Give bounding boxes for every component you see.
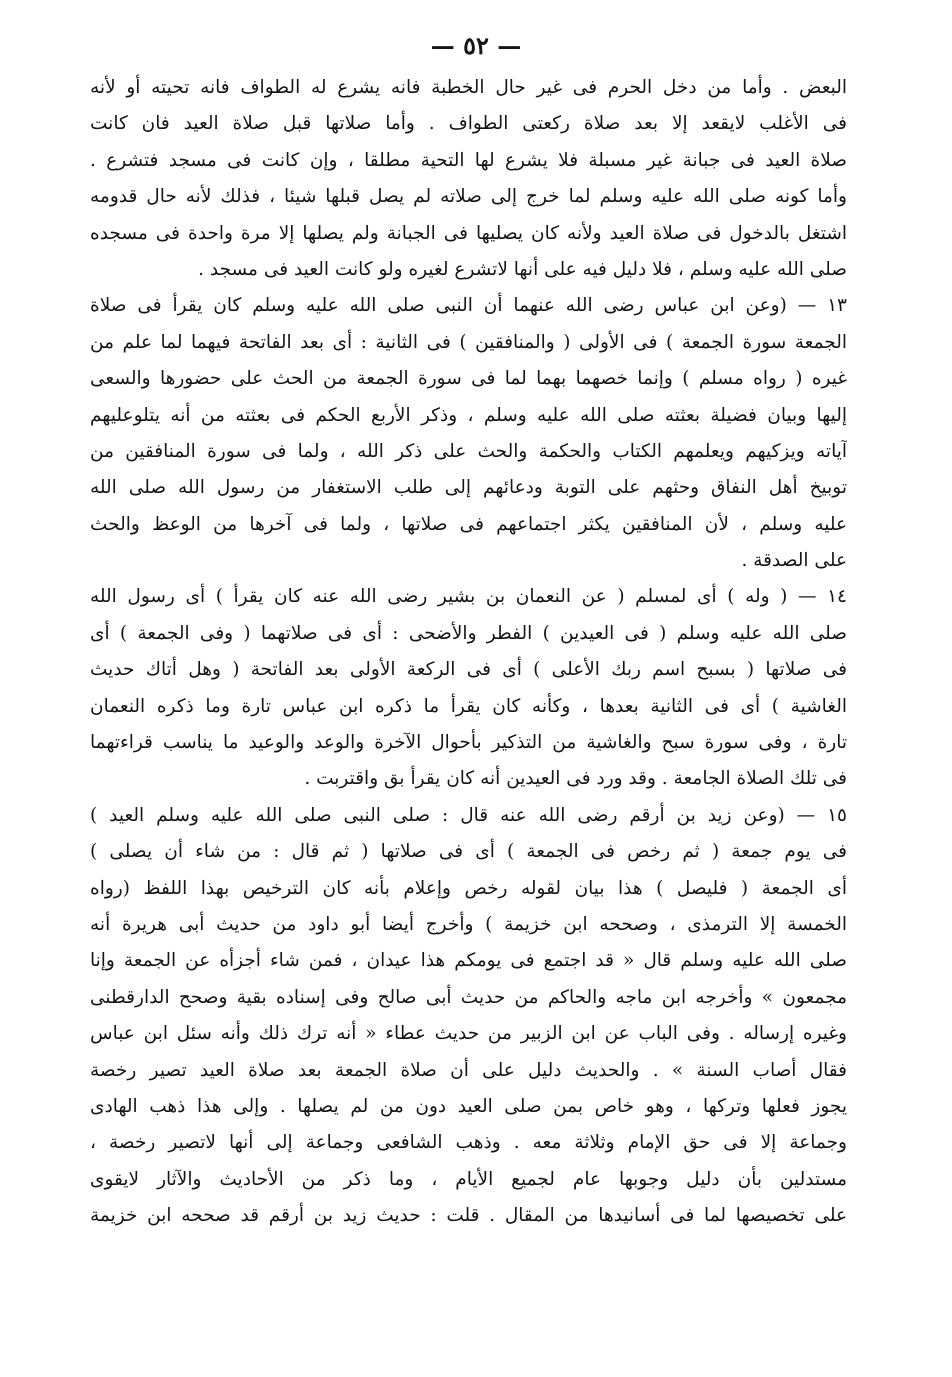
text-line: إليها وبيان فضيلة بعثته صلى الله عليه وسلم ، وذكر الأربع الحكم فى بعثته من أنه يتلوعليهم — [90, 404, 847, 426]
text-line: وأما كونه صلى الله عليه وسلم لما خرج إلى صلاته لم يصل قبلها شيئا ، فذلك لأنه حال قدومه — [90, 186, 847, 208]
text-line: صلى الله عليه وسلم ، فلا دليل فيه على أنها لاتشرع لغيره ولو كانت العيد فى مسجد . — [198, 258, 847, 280]
text-line: يجوز فعلها وتركها ، وهو خاص بمن صلى العيد دون من لم يصلها . وإلى هذا ذهب الهادى — [90, 1095, 847, 1117]
text-line: فى تلك الصلاة الجامعة . وقد ورد فى العيدين أنه كان يقرأ بق واقتربت . — [304, 768, 847, 790]
page-number: — ٥٢ — — [430, 31, 522, 60]
text-line: صلى الله عليه وسلم قال « قد اجتمع فى يومكم هذا عيدان ، فمن شاء أجزأه عن الجمعة وإنا — [90, 950, 847, 972]
text-line: آياته ويزكيهم ويعلمهم الكتاب والحكمة والحث على ذكر الله ، ولما فى سورة المنافقين من — [90, 440, 847, 462]
text-line: الغاشية ) أى فى الثانية بعدها ، وكأنه كان يقرأ ما ذكره ابن عباس تارة وما ذكره النعمان — [90, 695, 847, 717]
text-line: صلاة العيد فى جبانة غير مسبلة فلا يشرع لها التحية مطلقا ، وإن كانت فى مسجد فتشرع . — [90, 149, 847, 171]
text-line: ١٤ — ( وله ) أى لمسلم ( عن النعمان بن بشير رضى الله عنه كان يقرأ ) أى رسول الله — [90, 586, 847, 608]
text-line: الجمعة سورة الجمعة ) فى الأولى ( والمنافقين ) فى الثانية : أى بعد الفاتحة فيهما لما علم من — [90, 331, 847, 353]
text-line: الخمسة إلا الترمذى ، وصححه ابن خزيمة ) وأخرج أيضا أبو داود من حديث أبى هريرة أنه — [90, 913, 847, 935]
text-line: فى يوم جمعة ( ثم رخص فى الجمعة ) أى فى صلاتها ( ثم قال : من شاء أن يصلى ) — [90, 841, 847, 863]
text-line: مجمعون » وأخرجه ابن ماجه والحاكم من حديث أبى صالح وفى إسناده بقية وصحح الدارقطنى — [90, 986, 847, 1008]
text-line: صلى الله عليه وسلم ( فى العيدين ) الفطر والأضحى : أى فى صلاتهما ( وفى الجمعة ) أى — [90, 622, 847, 644]
text-line: فى صلاتها ( بسبح اسم ربك الأعلى ) أى فى الركعة الأولى بعد الفاتحة ( وهل أتاك حديث — [90, 659, 847, 681]
text-line: توبيخ أهل النفاق وحثهم على التوبة ودعائهم إلى طلب الاستغفار من رسول الله صلى الله — [90, 477, 847, 499]
text-line: فى الأغلب لايقعد إلا بعد صلاة ركعتى الطواف . وأما صلاتها قبل صلاة العيد فان كانت — [90, 113, 847, 135]
text-line: وغيره إرساله . وفى الباب عن ابن الزبير من حديث عطاء « أنه ترك ذلك وأنه سئل ابن عباس — [90, 1023, 847, 1045]
text-line: غيره ( رواه مسلم ) وإنما خصهما بهما لما فى سورة الجمعة من الحث على حضورها والسعى — [90, 368, 847, 390]
text-line: على الصدقة . — [741, 550, 847, 572]
text-line: مستدلين بأن دليل وجوبها عام لجميع الأيام ، وما ذكر من الأحاديث والآثار لايقوى — [90, 1168, 847, 1190]
text-line: أى الجمعة ( فليصل ) هذا بيان لقوله رخص وإعلام بأنه كان الترخيص بهذا اللفظ (رواه — [90, 877, 847, 899]
text-line: اشتغل بالدخول فى صلاة العيد ولأنه كان يصليها فى الجبانة ولم يصلها إلا مرة واحدة فى مسجده — [90, 222, 847, 244]
text-line: على تخصيصها لما فى أسانيدها من المقال . قلت : حديث زيد بن أرقم قد صححه ابن خزيمة — [90, 1205, 847, 1227]
text-line: البعض . وأما من دخل الحرم فى غير حال الخطبة فانه يشرع له الطواف فانه تحيته أو لأنه — [90, 77, 847, 98]
text-line: تارة ، وفى سورة سبح والغاشية من التذكير بأحوال الآخرة والوعد والوعيد ما يناسب قراءتهما — [90, 732, 847, 754]
text-line: ١٣ — (وعن ابن عباس رضى الله عنهما أن النبى صلى الله عليه وسلم كان يقرأ فى صلاة — [90, 295, 847, 317]
text-line: فقال أصاب السنة » . والحديث دليل على أن صلاة الجمعة بعد صلاة العيد تصير رخصة — [90, 1059, 847, 1081]
body-text — [90, 70, 847, 1235]
text-line: عليه وسلم ، لأن المنافقين يكثر اجتماعهم فى صلاتها ، ولما فى آخرها من الوعظ والحث — [90, 513, 847, 535]
text-line: ١٥ — (وعن زيد بن أرقم رضى الله عنه قال : صلى النبى صلى الله عليه وسلم العيد ) — [90, 804, 847, 826]
text-line: وجماعة إلا فى حق الإمام وثلاثة معه . وذهب الشافعى وجماعة إلى أنها لاتصير رخصة ، — [90, 1132, 847, 1154]
